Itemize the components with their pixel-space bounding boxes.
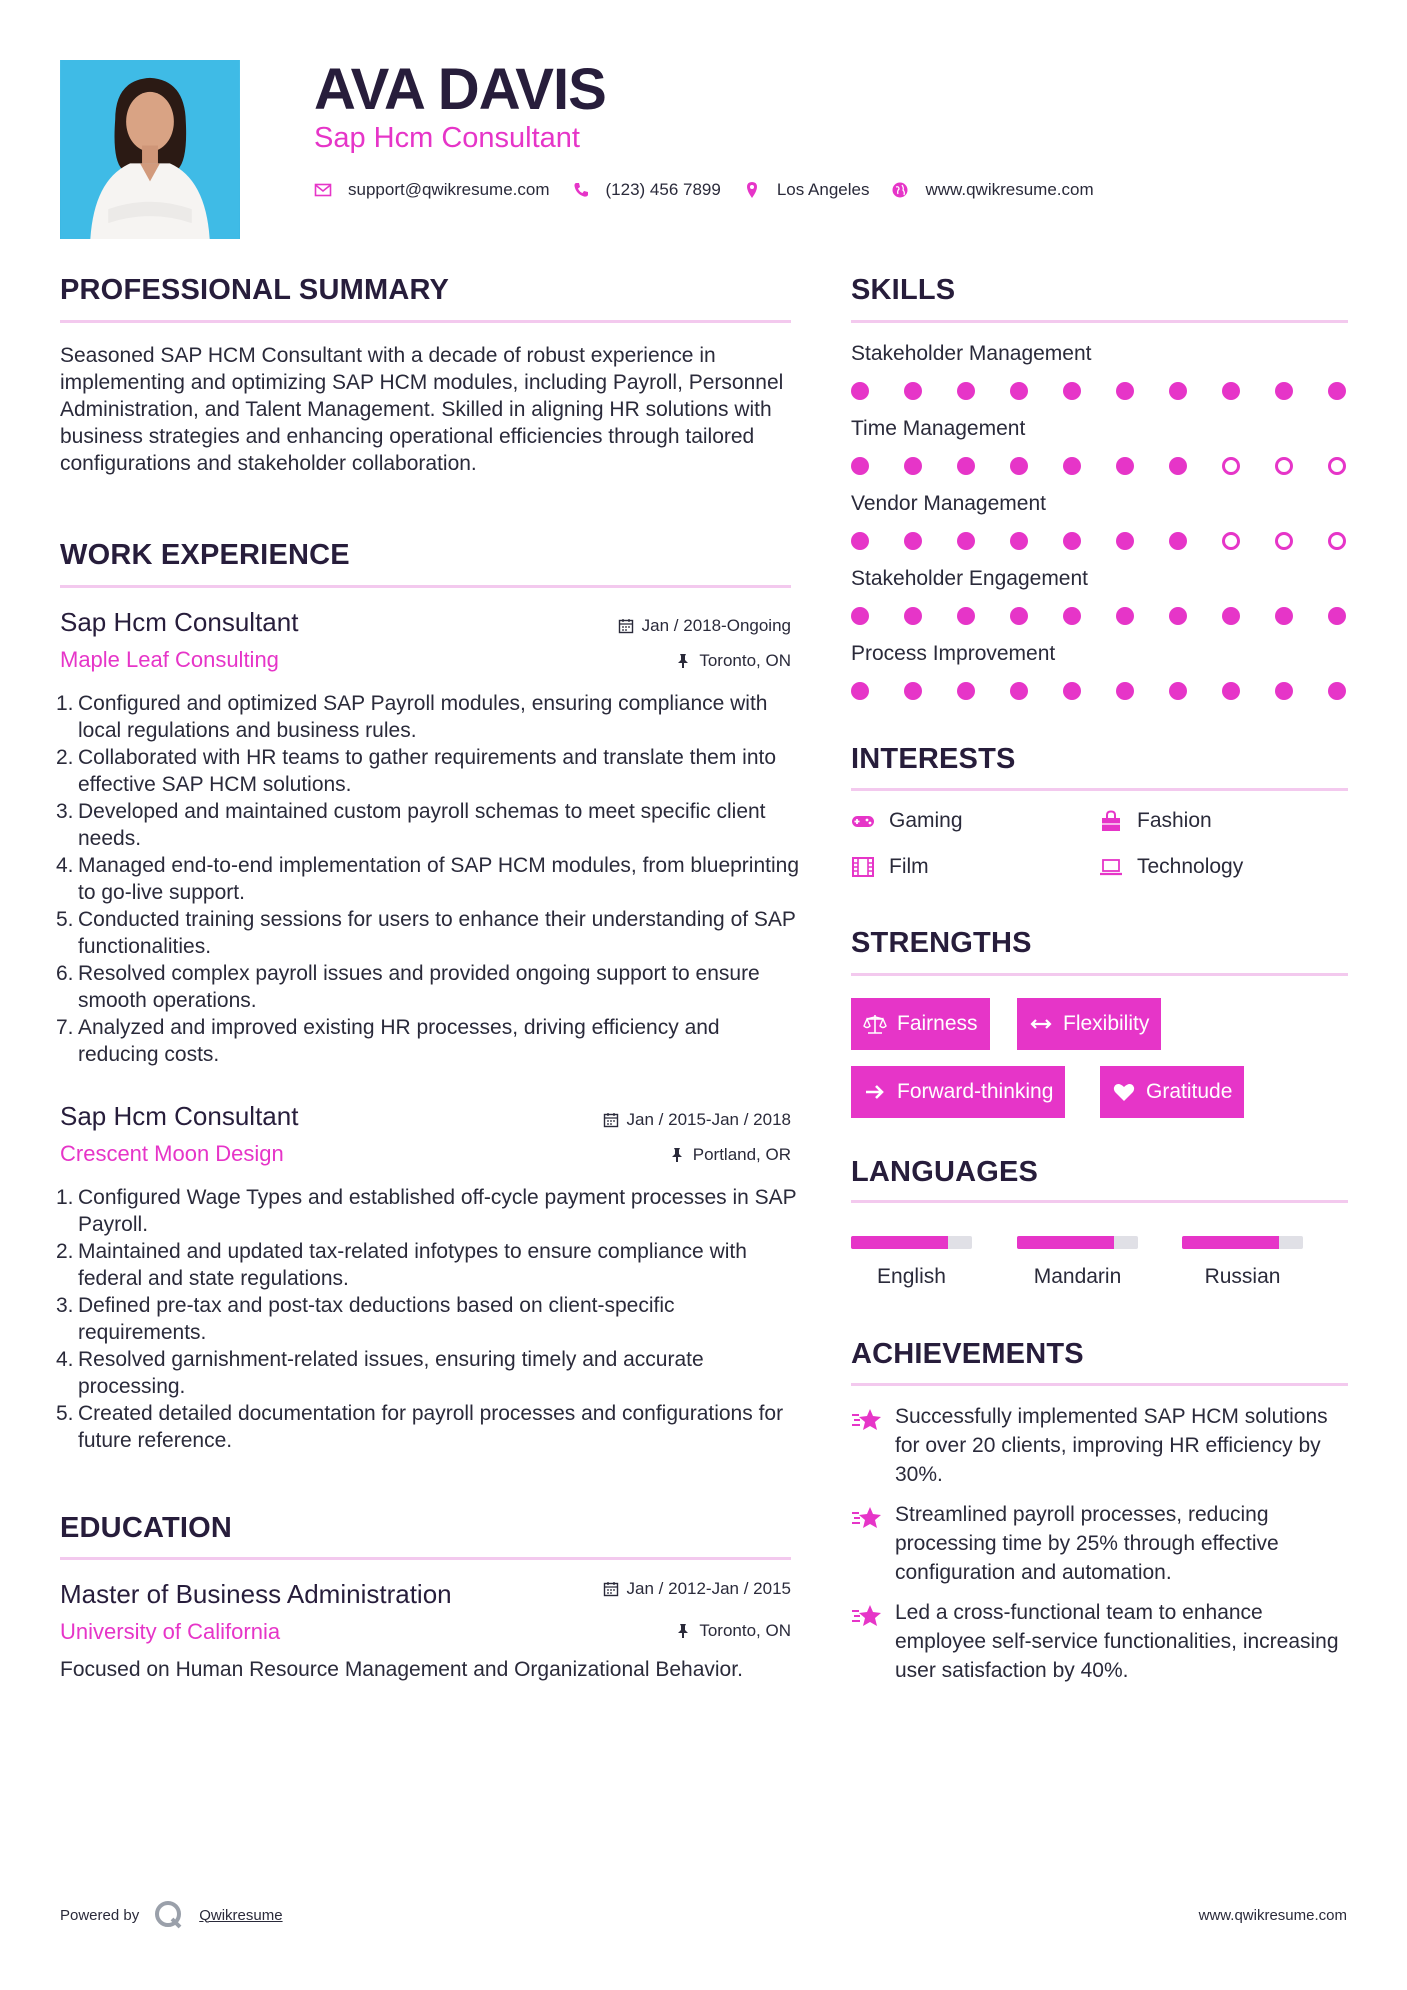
strengths-heading: STRENGTHS	[851, 927, 1032, 959]
language-level-fill	[1182, 1236, 1279, 1249]
skill-rating	[851, 607, 1353, 627]
skill-dot-filled	[1169, 532, 1187, 550]
contact-email[interactable]	[314, 180, 550, 200]
list-item-text: Managed end-to-end implementation of SAP HCM modules, from blueprinting to go-live support.	[78, 854, 799, 904]
job-location-text: Toronto, ON	[699, 651, 791, 670]
skill-dot-filled	[904, 457, 922, 475]
languages-heading: LANGUAGES	[851, 1156, 1039, 1188]
job-dates-text: Jan / 2018-Ongoing	[641, 616, 791, 635]
skills-divider	[851, 320, 1348, 323]
list-item: 1. Configured and optimized SAP Payroll modules, ensuring compliance with local regulations and business rules.	[56, 692, 768, 742]
skill-dot-filled	[1116, 682, 1134, 700]
summary-divider	[60, 320, 791, 323]
skill-dot-empty	[1328, 532, 1346, 550]
film-icon	[851, 856, 875, 878]
list-item-text: Developed and maintained custom payroll schemas to meet specific client needs.	[78, 800, 766, 850]
job-dates	[618, 616, 791, 636]
strength-tag	[851, 1066, 1065, 1118]
candidate-title: Sap Hcm Consultant	[314, 122, 580, 154]
contact-row	[314, 178, 1116, 202]
map-pin-icon	[743, 181, 761, 199]
strength-tag	[1017, 998, 1161, 1050]
achievement-text: Streamlined payroll processes, reducing processing time by 25% through effective configuration and automation.	[895, 1503, 1279, 1584]
job-bullet-list	[56, 690, 800, 1068]
skill-dot-filled	[1222, 607, 1240, 625]
shooting-star-icon	[851, 1602, 883, 1630]
education-dates	[603, 1579, 791, 1599]
skill-rating	[851, 682, 1353, 702]
achievement-text: Led a cross-functional team to enhance employee self-service functionalities, increasing user satisfaction by 40%.	[895, 1601, 1339, 1682]
list-item: 5. Created detailed documentation for payroll processes and configurations for future reference.	[56, 1402, 784, 1452]
email-text: support@qwikresume.com	[348, 180, 550, 199]
list-item: 1. Configured Wage Types and established off-cycle payment processes in SAP Payroll.	[56, 1186, 797, 1236]
list-item-text: Configured and optimized SAP Payroll modules, ensuring compliance with local regulations and business rules.	[78, 692, 768, 742]
list-item: 6. Resolved complex payroll issues and provided ongoing support to ensure smooth operations.	[56, 962, 760, 1012]
list-item-text: Collaborated with HR teams to gather requirements and translate them into effective SAP HCM solutions.	[78, 746, 777, 796]
skill-name: Vendor Management	[851, 492, 1046, 515]
language-name: Mandarin	[1033, 1265, 1122, 1288]
qwikresume-link[interactable]: Qwikresume	[199, 1906, 283, 1924]
envelope-icon	[314, 181, 332, 199]
skill-dot-filled	[957, 457, 975, 475]
list-item: 4. Resolved garnishment-related issues, ensuring timely and accurate processing.	[56, 1348, 704, 1398]
calendar-icon	[603, 1581, 619, 1597]
education-dates-text: Jan / 2012-Jan / 2015	[626, 1579, 791, 1598]
strength-label: Forward-thinking	[897, 1080, 1054, 1103]
skill-dot-filled	[1063, 607, 1081, 625]
skill-dot-filled	[1063, 382, 1081, 400]
job-company: Crescent Moon Design	[60, 1141, 284, 1166]
interest-label: Technology	[1137, 855, 1244, 878]
skill-dot-filled	[851, 457, 869, 475]
contact-location	[743, 180, 870, 200]
skill-dot-filled	[1275, 382, 1293, 400]
skill-name: Process Improvement	[851, 642, 1056, 665]
list-item-text: Resolved complex payroll issues and provided ongoing support to ensure smooth operations.	[78, 962, 760, 1012]
contact-website[interactable]	[891, 180, 1093, 200]
list-item-text: Configured Wage Types and established off-cycle payment processes in SAP Payroll.	[78, 1186, 797, 1236]
skill-dot-filled	[1169, 607, 1187, 625]
shooting-star-icon	[851, 1504, 883, 1532]
job-company: Maple Leaf Consulting	[60, 647, 279, 672]
list-item-text: Conducted training sessions for users to enhance their understanding of SAP functionalities.	[78, 908, 796, 958]
skill-dot-filled	[1328, 682, 1346, 700]
skill-dot-filled	[851, 382, 869, 400]
list-item: 3. Developed and maintained custom payroll schemas to meet specific client needs.	[56, 800, 766, 850]
skill-dot-filled	[1222, 682, 1240, 700]
interest-item	[851, 855, 929, 879]
strength-label: Fairness	[897, 1012, 978, 1035]
footer-website[interactable]: www.qwikresume.com	[1198, 1907, 1347, 1924]
strength-tag	[851, 998, 990, 1050]
skill-dot-filled	[1063, 532, 1081, 550]
footer-powered-by	[60, 1899, 283, 1931]
strength-tag	[1100, 1066, 1244, 1118]
list-item-text: Created detailed documentation for payroll processes and configurations for future reference.	[78, 1402, 784, 1452]
skills-heading: SKILLS	[851, 274, 956, 306]
skill-dot-filled	[1169, 682, 1187, 700]
language-level-bar	[1182, 1236, 1303, 1249]
education-heading: EDUCATION	[60, 1512, 233, 1544]
job-title: Sap Hcm Consultant	[60, 1101, 299, 1131]
skill-dot-filled	[1116, 532, 1134, 550]
job-dates	[603, 1110, 791, 1130]
achievement-text: Successfully implemented SAP HCM solutions for over 20 clients, improving HR efficiency by 30%.	[895, 1405, 1328, 1486]
experience-heading: WORK EXPERIENCE	[60, 539, 350, 571]
skill-rating	[851, 382, 1353, 402]
skill-dot-filled	[957, 607, 975, 625]
skill-dot-filled	[1063, 457, 1081, 475]
skill-dot-filled	[1116, 457, 1134, 475]
skill-dot-filled	[1116, 607, 1134, 625]
interest-label: Film	[889, 855, 929, 878]
skill-name: Stakeholder Management	[851, 342, 1092, 365]
candidate-name: AVA DAVIS	[314, 57, 606, 122]
skill-dot-filled	[1010, 607, 1028, 625]
experience-divider	[60, 585, 791, 588]
list-item-text: Maintained and updated tax-related infotypes to ensure compliance with federal and state regulations.	[78, 1240, 747, 1290]
education-description: Focused on Human Resource Management and Organizational Behavior.	[60, 1658, 743, 1681]
skill-dot-filled	[1275, 607, 1293, 625]
arrows-horizontal-icon	[1029, 1012, 1053, 1036]
list-item: 2. Maintained and updated tax-related infotypes to ensure compliance with federal and state regulations.	[56, 1240, 747, 1290]
language-level-fill	[851, 1236, 948, 1249]
skill-dot-filled	[1328, 382, 1346, 400]
contact-phone[interactable]	[572, 180, 721, 200]
job-location	[675, 651, 791, 671]
job-location-text: Portland, OR	[692, 1145, 791, 1164]
skill-dot-filled	[1010, 532, 1028, 550]
powered-by-label: Powered by	[60, 1906, 140, 1924]
location-text: Los Angeles	[776, 180, 870, 199]
strength-label: Gratitude	[1146, 1080, 1233, 1103]
language-level-bar	[851, 1236, 972, 1249]
interests-heading: INTERESTS	[851, 743, 1016, 775]
skill-dot-filled	[1328, 607, 1346, 625]
arrow-right-icon	[863, 1080, 887, 1104]
job-bullet-list	[56, 1184, 800, 1454]
qwikresume-logo-icon	[153, 1899, 185, 1931]
language-name: English	[877, 1265, 946, 1288]
list-item: 5. Conducted training sessions for users to enhance their understanding of SAP functionalities.	[56, 908, 796, 958]
skill-dot-empty	[1328, 457, 1346, 475]
interest-item	[1099, 855, 1243, 879]
skill-dot-empty	[1222, 457, 1240, 475]
language-level-bar	[1017, 1236, 1138, 1249]
pushpin-icon	[669, 1147, 685, 1163]
skill-rating	[851, 457, 1353, 477]
skill-dot-filled	[1116, 382, 1134, 400]
skill-dot-filled	[904, 607, 922, 625]
skill-dot-filled	[957, 532, 975, 550]
heart-icon	[1112, 1080, 1136, 1104]
skill-dot-filled	[851, 682, 869, 700]
interest-label: Fashion	[1137, 809, 1212, 832]
strength-label: Flexibility	[1063, 1012, 1150, 1035]
list-item: 7. Analyzed and improved existing HR processes, driving efficiency and reducing costs.	[56, 1016, 720, 1066]
phone-icon	[572, 181, 590, 199]
achievements-divider	[851, 1383, 1348, 1386]
list-item-text: Defined pre-tax and post-tax deductions based on client-specific requirements.	[78, 1294, 675, 1344]
profile-photo	[60, 60, 240, 239]
pushpin-icon	[675, 653, 691, 669]
skill-name: Time Management	[851, 417, 1026, 440]
calendar-icon	[618, 618, 634, 634]
summary-heading: PROFESSIONAL SUMMARY	[60, 274, 450, 306]
globe-icon	[891, 181, 909, 199]
skill-dot-filled	[904, 382, 922, 400]
degree-title: Master of Business Administration	[60, 1579, 452, 1609]
skill-dot-filled	[1010, 682, 1028, 700]
job-dates-text: Jan / 2015-Jan / 2018	[626, 1110, 791, 1129]
skill-dot-filled	[1010, 382, 1028, 400]
skill-dot-filled	[904, 682, 922, 700]
skill-dot-empty	[1275, 532, 1293, 550]
list-item-text: Analyzed and improved existing HR processes, driving efficiency and reducing costs.	[78, 1016, 720, 1066]
skill-dot-filled	[1275, 682, 1293, 700]
shopping-bag-icon	[1099, 810, 1123, 832]
shooting-star-icon	[851, 1406, 883, 1434]
website-text: www.qwikresume.com	[925, 180, 1094, 199]
balance-scale-icon	[863, 1012, 887, 1036]
interest-label: Gaming	[889, 809, 963, 832]
language-level-fill	[1017, 1236, 1114, 1249]
interest-item	[851, 809, 963, 833]
skill-dot-filled	[1169, 382, 1187, 400]
list-item: 4. Managed end-to-end implementation of SAP HCM modules, from blueprinting to go-live support.	[56, 854, 799, 904]
list-item: 2. Collaborated with HR teams to gather requirements and translate them into effective SAP HCM solutions.	[56, 746, 777, 796]
skill-dot-filled	[851, 607, 869, 625]
skill-dot-filled	[1222, 382, 1240, 400]
gamepad-icon	[851, 810, 875, 832]
summary-text: Seasoned SAP HCM Consultant with a decade of robust experience in implementing and optimizing SAP HCM modules, including Payroll, Personnel Administration, and Talent Management. Skilled in aligning HR solutions with business strategies and enhancing operational efficiencies through tailored configurations and stakeholder collaboration.	[60, 344, 784, 475]
strengths-divider	[851, 973, 1348, 976]
education-location-text: Toronto, ON	[699, 1621, 791, 1640]
calendar-icon	[603, 1112, 619, 1128]
achievements-heading: ACHIEVEMENTS	[851, 1338, 1084, 1370]
phone-text: (123) 456 7899	[605, 180, 721, 199]
job-title: Sap Hcm Consultant	[60, 607, 299, 637]
skill-dot-filled	[851, 532, 869, 550]
interest-item	[1099, 809, 1212, 833]
skill-dot-empty	[1222, 532, 1240, 550]
list-item-text: Resolved garnishment-related issues, ensuring timely and accurate processing.	[78, 1348, 704, 1398]
skill-rating	[851, 532, 1353, 552]
skill-dot-filled	[1010, 457, 1028, 475]
school-name: University of California	[60, 1619, 281, 1644]
list-item: 3. Defined pre-tax and post-tax deductions based on client-specific requirements.	[56, 1294, 675, 1344]
skill-dot-empty	[1275, 457, 1293, 475]
education-divider	[60, 1557, 791, 1560]
interests-divider	[851, 788, 1348, 791]
skill-name: Stakeholder Engagement	[851, 567, 1088, 590]
skill-dot-filled	[1063, 682, 1081, 700]
languages-divider	[851, 1200, 1348, 1203]
skill-dot-filled	[957, 682, 975, 700]
skill-dot-filled	[957, 382, 975, 400]
skill-dot-filled	[904, 532, 922, 550]
portrait-image	[60, 60, 240, 239]
education-location	[675, 1621, 791, 1641]
pushpin-icon	[675, 1623, 691, 1639]
language-name: Russian	[1204, 1265, 1281, 1288]
job-location	[669, 1145, 791, 1165]
laptop-icon	[1099, 856, 1123, 878]
skill-dot-filled	[1169, 457, 1187, 475]
